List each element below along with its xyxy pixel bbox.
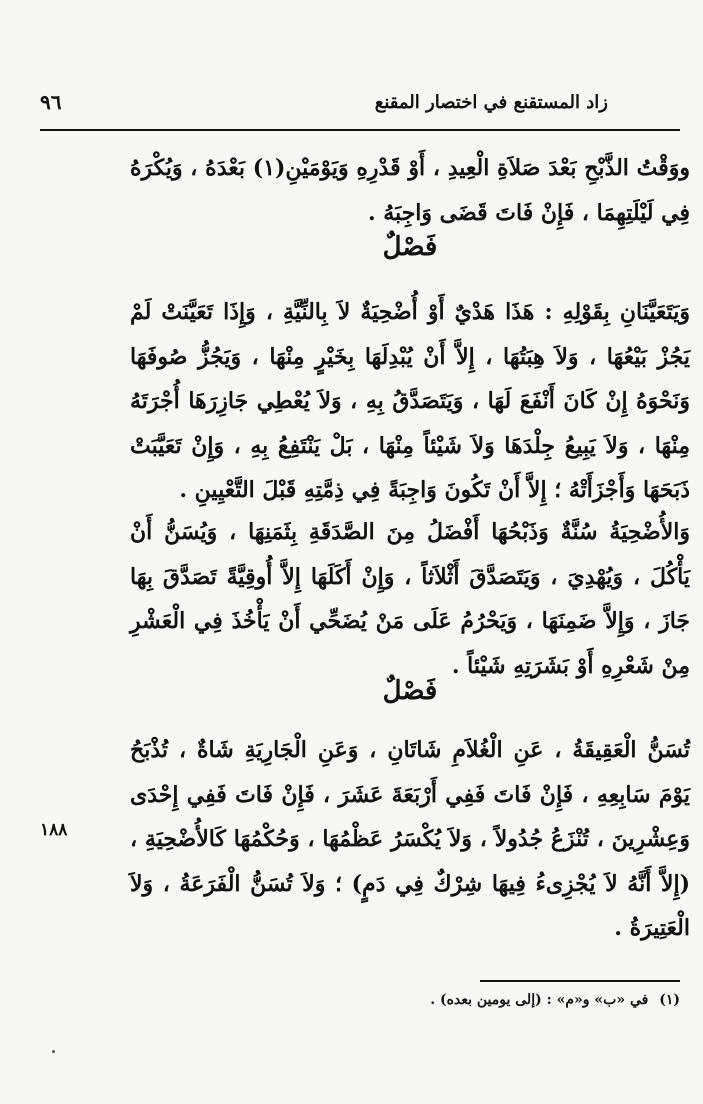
footnote-divider xyxy=(480,980,680,982)
page-number: ٩٦ xyxy=(40,90,62,114)
scan-speck xyxy=(52,1050,55,1053)
paragraph-aqiqah: تُسَنُّ الْعَقِيقَةُ ، عَنِ الْغُلاَمِ شَاتَانِ ، وَعَنِ الْجَارِيَةِ شَاةٌ ، تُذْبَحُ يَوْمَ سَابِعِهِ ، فَإِنْ فَاتَ فَفِي أَرْبَعَةَ عَشَرَ ، فَإِنْ فَاتَ فَفِي إِحْدَى وَعِشْرِينَ ، تُنْزَعُ جُدُولاً ، وَلاَ يُكْسَرُ عَظْمُهَا ، وَحُكْمُهَا كَالأُضْحِيَةِ ، (إِلاَّ أَنَّهُ لاَ يُجْزِىءُ فِيهَا شِرْكٌ فِي دَمٍ) ؛ وَلاَ تُسَنُّ الْفَرَعَةُ ، وَلاَ الْعَتِيرَةُ . xyxy=(130,737,690,941)
footnote-text: في «ب» و«م» : (إلى يومين بعده) . xyxy=(430,992,649,1008)
section-heading-2: فَصْلٌ xyxy=(382,676,438,706)
paragraph-designation: وَيَتَعَيَّنَانِ بِقَوْلِهِ : هَذَا هَدْيٌ أَوْ أُضْحِيَةٌ لاَ بِالنِّيَّةِ ، وَإِذَا تَعَيَّنَتْ لَمْ يَجُزْ بَيْعُهَا ، وَلاَ هِبَتُهَا ، إِلاَّ أَنْ يُبْدِلَهَا بِخَيْرٍ مِنْهَا ، وَيَجُزُّ صُوفَهَا وَنَحْوَهُ إِنْ كَانَ أَنْفَعَ لَهَا ، وَيَتَصَدَّقُ بِهِ ، وَلاَ يُعْطِي جَازِرَهَا أُجْرَتَهُ مِنْهَا ، وَلاَ يَبِيعُ جِلْدَهَا وَلاَ شَيْئاً مِنْهَا ، بَلْ يَنْتَفِعُ بِهِ ، وَإِنْ تَعَيَّبَتْ ذَبَحَهَا وَأَجْزَأَتْهُ ؛ إِلاَّ أَنْ تَكُونَ وَاجِبَةً فِي ذِمَّتِهِ قَبْلَ التَّعْيِينِ . xyxy=(130,299,690,503)
margin-reference-number: ١٨٨ xyxy=(40,820,68,840)
page-header xyxy=(40,88,680,128)
footnote xyxy=(300,992,680,1008)
paragraph-slaughter-time: ووَقْتُ الذَّبْحِ بَعْدَ صَلاَةِ الْعِيدِ ، أَوْ قَدْرِهِ وَيَوْمَيْنِ(١) بَعْدَهُ ، وَيُكْرَهُ فِي لَيْلَتِهِمَا ، فَإِنْ فَاتَ قَضَى وَاجِبَهُ . xyxy=(130,155,691,226)
paragraph-udhiyah-sunnah: وَالأُضْحِيَةُ سُنَّةٌ وَذَبْحُهَا أَفْضَلُ مِنَ الصَّدَقَةِ بِثَمَنِهَا ، وَيُسَنُّ أَنْ يَأْكُلَ ، وَيُهْدِيَ ، وَيَتَصَدَّقَ أَثْلاَثاً ، وَإِنْ أَكَلَهَا إِلاَّ أُوقِيَّةً تَصَدَّقَ بِهَا جَازَ ، وَإِلاَّ ضَمِنَهَا ، وَيَحْرُمُ عَلَى مَنْ يُضَحِّي أَنْ يَأْخُذَ فِي الْعَشْرِ مِنْ شَعْرِهِ أَوْ بَشَرَتِهِ شَيْئاً . xyxy=(130,519,690,679)
header-divider xyxy=(40,129,680,131)
footnote-number: (١) xyxy=(659,992,680,1008)
section-heading-1: فَصْلٌ xyxy=(382,232,438,262)
running-title: زاد المستقنع في اختصار المقنع xyxy=(374,92,608,113)
